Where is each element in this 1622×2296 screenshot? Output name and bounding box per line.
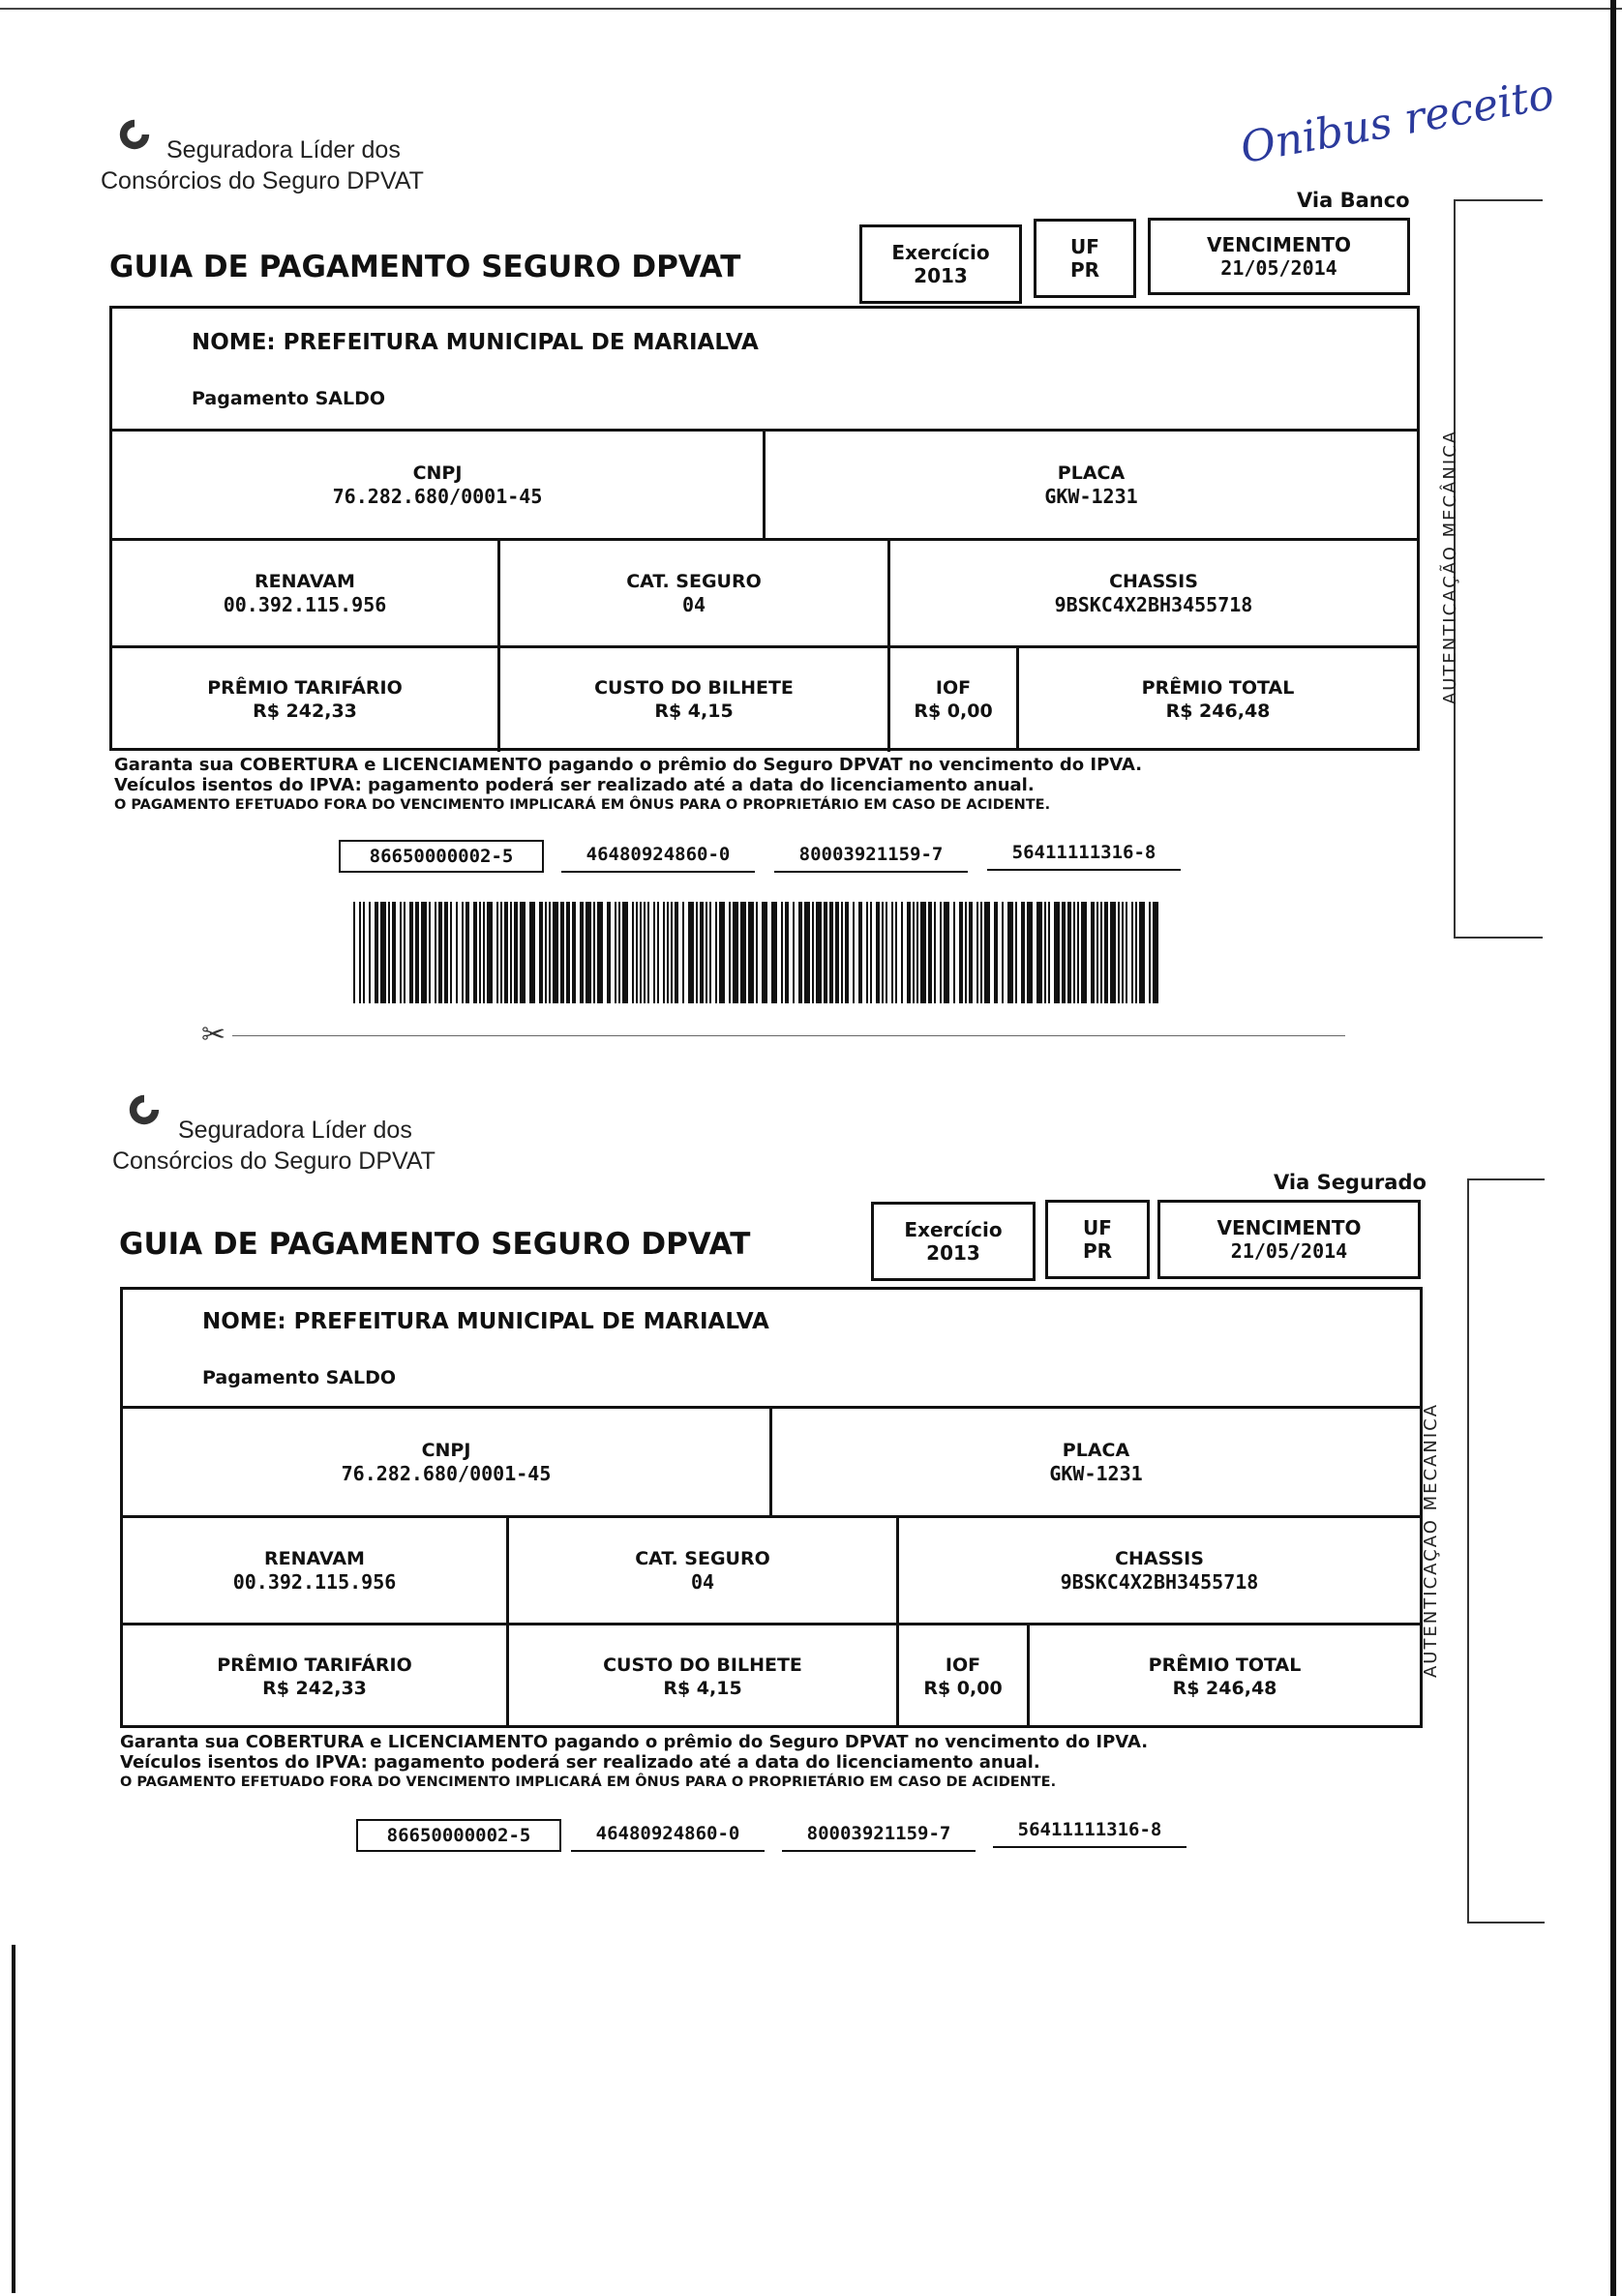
barcode-bar — [615, 902, 616, 1003]
barcode-bar — [729, 902, 731, 1003]
barcode-bar — [580, 902, 584, 1003]
notes — [114, 755, 1142, 816]
cat-seguro-cell — [509, 1518, 896, 1623]
note-exempt: Veículos isentos do IPVA: pagamento poderá ser realizado até a data do licenciamento anual. — [114, 775, 1035, 795]
renavam-label: RENAVAM — [264, 1548, 365, 1569]
barcode-digits-4: 56411111316-8 — [987, 838, 1181, 871]
placa-cell — [766, 432, 1417, 538]
issuer-subname: Consórcios do Seguro DPVAT — [101, 167, 424, 194]
custo-bilhete-value: R$ 4,15 — [663, 1678, 742, 1699]
cat-seguro-cell — [500, 541, 887, 645]
barcode-bar — [781, 902, 783, 1003]
pagamento-field: Pagamento SALDO — [202, 1367, 397, 1388]
placa-cell — [772, 1409, 1420, 1515]
custo-bilhete-label: CUSTO DO BILHETE — [603, 1655, 802, 1676]
barcode-bar — [886, 902, 887, 1003]
barcode-bar — [965, 902, 967, 1003]
barcode-bar — [438, 902, 442, 1003]
barcode-bar — [1100, 902, 1102, 1003]
barcode-bar — [1067, 902, 1071, 1003]
barcode-bar — [529, 902, 535, 1003]
barcode-bar — [483, 902, 485, 1003]
premio-tarifario-label: PRÊMIO TARIFÁRIO — [217, 1655, 412, 1676]
renavam-label: RENAVAM — [255, 571, 355, 592]
via-label: Via Banco — [1297, 189, 1410, 212]
barcode-bar — [462, 902, 464, 1003]
barcode-bar — [901, 902, 903, 1003]
barcode-bar — [771, 902, 777, 1003]
cat-seguro-label: CAT. SEGURO — [635, 1548, 770, 1569]
barcode-bar — [785, 902, 789, 1003]
vencimento-value: 21/05/2014 — [1220, 256, 1337, 280]
auth-label: AUTENTICAÇÃO MECÂNICA — [1440, 429, 1460, 705]
renavam-cell — [112, 541, 497, 645]
barcode-bar — [812, 902, 814, 1003]
barcode-bar — [762, 902, 767, 1003]
premio-tarifario-cell — [112, 648, 497, 751]
barcode-bar — [375, 902, 378, 1003]
premio-total-value: R$ 246,48 — [1165, 701, 1271, 722]
barcode-digits-4: 56411111316-8 — [993, 1815, 1186, 1848]
barcode-bar — [976, 902, 978, 1003]
placa-label: PLACA — [1062, 1440, 1130, 1461]
barcode-bar — [696, 902, 698, 1003]
issuer-subname: Consórcios do Seguro DPVAT — [112, 1148, 436, 1175]
barcode-bar — [400, 902, 402, 1003]
premio-total-value: R$ 246,48 — [1172, 1678, 1277, 1699]
barcode-bar — [514, 902, 518, 1003]
scan-edge-top — [0, 8, 1622, 10]
barcode-bar — [456, 902, 458, 1003]
chassis-value: 9BSKC4X2BH3455718 — [1054, 593, 1253, 616]
iof-label: IOF — [935, 677, 972, 699]
barcode-bar — [496, 902, 498, 1003]
barcode-bar — [622, 902, 628, 1003]
barcode-bar — [928, 902, 932, 1003]
barcode-bar — [500, 902, 502, 1003]
auth-label: AUTENTICAÇÃO MECÂNICA — [1421, 1402, 1441, 1679]
barcode-bar — [733, 902, 738, 1003]
form-title: GUIA DE PAGAMENTO SEGURO DPVAT — [109, 250, 741, 284]
barcode-bar — [866, 902, 868, 1003]
barcode-bar — [667, 902, 669, 1003]
iof-value: R$ 0,00 — [914, 701, 993, 722]
barcode-bar — [473, 902, 477, 1003]
barcode-bar — [1015, 902, 1017, 1003]
chassis-label: CHASSIS — [1115, 1548, 1204, 1569]
barcode-bar — [539, 902, 543, 1003]
cnpj-value: 76.282.680/0001-45 — [332, 485, 543, 508]
barcode-digits-3: 80003921159-7 — [774, 840, 968, 873]
barcode-bar — [835, 902, 839, 1003]
premio-total-cell — [1019, 648, 1417, 751]
handwritten-annotation: Onibus receito — [1237, 69, 1558, 174]
vencimento-box — [1157, 1200, 1421, 1279]
barcode-bar — [907, 902, 911, 1003]
notes — [120, 1732, 1148, 1793]
cut-line — [232, 1035, 1345, 1036]
barcode-bar — [566, 902, 570, 1003]
custo-bilhete-cell — [509, 1625, 896, 1728]
barcode-bar — [653, 902, 655, 1003]
barcode-bar — [706, 902, 707, 1003]
exercicio-box — [859, 224, 1022, 304]
iof-value: R$ 0,00 — [923, 1678, 1003, 1699]
issuer-name: Seguradora Líder dos — [166, 136, 401, 164]
barcode-bar — [560, 902, 564, 1003]
chassis-cell — [890, 541, 1417, 645]
barcode-bar — [895, 902, 897, 1003]
cat-seguro-value: 04 — [681, 593, 706, 616]
barcode-bar — [824, 902, 827, 1003]
cnpj-cell — [123, 1409, 769, 1515]
uf-value: PR — [1082, 1239, 1113, 1263]
barcode-bar — [1118, 902, 1120, 1003]
via-label: Via Segurado — [1274, 1171, 1427, 1194]
custo-bilhete-cell — [500, 648, 887, 751]
barcode-bar — [709, 902, 711, 1003]
barcode-bar — [553, 902, 558, 1003]
barcode-bar — [934, 902, 936, 1003]
barcode-bar — [1122, 902, 1124, 1003]
barcode-bar — [798, 902, 802, 1003]
barcode-bar — [444, 902, 448, 1003]
barcode-bar — [429, 902, 431, 1003]
barcode-bar — [359, 902, 361, 1003]
placa-label: PLACA — [1057, 462, 1126, 484]
barcode-bar — [984, 902, 990, 1003]
auth-bracket — [1467, 1178, 1545, 1923]
barcode-bar — [644, 902, 646, 1003]
barcode-bar — [1044, 902, 1046, 1003]
barcode-bar — [715, 902, 717, 1003]
barcode-bar — [363, 902, 365, 1003]
barcode-bar — [1131, 902, 1133, 1003]
pagamento-field: Pagamento SALDO — [192, 388, 386, 409]
custo-bilhete-value: R$ 4,15 — [654, 701, 734, 722]
auth-bracket — [1454, 199, 1543, 939]
barcode-bar — [369, 902, 371, 1003]
barcode-bar — [841, 902, 843, 1003]
nome-field: NOME: PREFEITURA MUNICIPAL DE MARIALVA — [202, 1309, 769, 1334]
cnpj-label: CNPJ — [412, 462, 463, 484]
policy-form — [109, 306, 1420, 751]
barcode-bar — [953, 902, 955, 1003]
exercicio-box — [871, 1202, 1036, 1281]
barcode-bar — [671, 902, 673, 1003]
barcode-bar — [597, 902, 603, 1003]
barcode-bar — [421, 902, 427, 1003]
barcode-bar — [994, 902, 998, 1003]
barcode-bar — [450, 902, 452, 1003]
barcode-bar — [858, 902, 862, 1003]
note-warning: O PAGAMENTO EFETUADO FORA DO VENCIMENTO IMPLICARÁ EM ÔNUS PARA O PROPRIETÁRIO EM CASO DE ACIDENTE. — [120, 1774, 1057, 1790]
barcode-bar — [969, 902, 973, 1003]
note-coverage: Garanta sua COBERTURA e LICENCIAMENTO pagando o prêmio do Seguro DPVAT no vencimento do IPVA. — [120, 1732, 1149, 1752]
chassis-label: CHASSIS — [1109, 571, 1198, 592]
chassis-cell — [899, 1518, 1420, 1623]
barcode-bar — [466, 902, 469, 1003]
vencimento-label: VENCIMENTO — [1207, 233, 1351, 256]
custo-bilhete-label: CUSTO DO BILHETE — [594, 677, 794, 699]
barcode-bar — [504, 902, 508, 1003]
barcode-bar — [1139, 902, 1145, 1003]
barcode-bar — [876, 902, 880, 1003]
barcode-bar — [636, 902, 638, 1003]
premio-tarifario-value: R$ 242,33 — [262, 1678, 367, 1699]
placa-value: GKW-1231 — [1049, 1462, 1143, 1485]
barcode-bar — [675, 902, 678, 1003]
barcode-bar — [913, 902, 915, 1003]
barcode-bar — [435, 902, 436, 1003]
barcode-bar — [829, 902, 833, 1003]
scan-edge-left — [12, 1945, 15, 2293]
barcode-bar — [415, 902, 419, 1003]
barcode-bar — [740, 902, 746, 1003]
barcode-bar — [700, 902, 704, 1003]
cat-seguro-label: CAT. SEGURO — [626, 571, 762, 592]
barcode-bar — [479, 902, 481, 1003]
barcode-bar — [1091, 902, 1095, 1003]
barcode-bar — [748, 902, 754, 1003]
barcode-digits-1: 86650000002-5 — [339, 840, 544, 873]
premio-total-label: PRÊMIO TOTAL — [1141, 677, 1295, 699]
barcode-bar — [688, 902, 694, 1003]
barcode-bar — [959, 902, 963, 1003]
form-title: GUIA DE PAGAMENTO SEGURO DPVAT — [119, 1227, 751, 1262]
barcode-digits-3: 80003921159-7 — [782, 1819, 976, 1852]
policy-form — [120, 1287, 1423, 1728]
barcode-bar — [1021, 902, 1025, 1003]
barcode-bar — [1054, 902, 1060, 1003]
barcode-bar — [632, 902, 634, 1003]
barcode-digits-2: 46480924860-0 — [571, 1819, 765, 1852]
scan-edge-right — [1610, 0, 1616, 2296]
barcode-bar — [1036, 902, 1042, 1003]
premio-total-cell — [1030, 1625, 1420, 1728]
chassis-value: 9BSKC4X2BH3455718 — [1060, 1570, 1259, 1594]
barcode-bar — [1077, 902, 1079, 1003]
barcode-bar — [353, 902, 355, 1003]
exercicio-label: Exercício — [904, 1218, 1003, 1241]
barcode-bar — [545, 902, 547, 1003]
barcode-bar — [882, 902, 884, 1003]
barcode-bar — [657, 902, 659, 1003]
cat-seguro-value: 04 — [690, 1570, 715, 1594]
barcode-bar — [1002, 902, 1004, 1003]
barcode-bar — [853, 902, 855, 1003]
iof-cell — [890, 648, 1016, 751]
barcode-bar — [845, 902, 849, 1003]
barcode-bar — [1073, 902, 1075, 1003]
barcode-bar — [586, 902, 591, 1003]
barcode-bar — [1096, 902, 1098, 1003]
cnpj-label: CNPJ — [421, 1440, 471, 1461]
barcode-bar — [940, 902, 942, 1003]
barcode-bar — [647, 902, 649, 1003]
barcode-digits-2: 46480924860-0 — [561, 840, 755, 873]
premio-tarifario-label: PRÊMIO TARIFÁRIO — [207, 677, 403, 699]
barcode-bar — [392, 902, 396, 1003]
barcode-bar — [1110, 902, 1116, 1003]
cnpj-cell — [112, 432, 763, 538]
barcode-bar — [618, 902, 620, 1003]
issuer-name: Seguradora Líder dos — [178, 1117, 412, 1144]
uf-label: UF — [1070, 235, 1099, 258]
barcode-bar — [980, 902, 982, 1003]
placa-value: GKW-1231 — [1044, 485, 1138, 508]
iof-label: IOF — [945, 1655, 981, 1676]
renavam-value: 00.392.115.956 — [223, 593, 387, 616]
note-exempt: Veículos isentos do IPVA: pagamento poderá ser realizado até a data do licenciamento anual. — [120, 1752, 1040, 1773]
payment-barcode — [353, 902, 1166, 1003]
barcode-bar — [510, 902, 512, 1003]
cnpj-value: 76.282.680/0001-45 — [341, 1462, 552, 1485]
barcode-bar — [719, 902, 725, 1003]
barcode-bar — [1149, 902, 1151, 1003]
uf-label: UF — [1083, 1216, 1112, 1239]
barcode-bar — [816, 902, 822, 1003]
barcode-bar — [1062, 902, 1066, 1003]
premio-total-label: PRÊMIO TOTAL — [1148, 1655, 1302, 1676]
barcode-bar — [388, 902, 390, 1003]
barcode-bar — [663, 902, 665, 1003]
uf-box — [1045, 1200, 1150, 1279]
barcode-bar — [682, 902, 684, 1003]
exercicio-value: 2013 — [914, 264, 968, 287]
vencimento-value: 21/05/2014 — [1230, 1239, 1348, 1263]
barcode-bar — [593, 902, 595, 1003]
vencimento-label: VENCIMENTO — [1216, 1216, 1362, 1239]
note-warning: O PAGAMENTO EFETUADO FORA DO VENCIMENTO IMPLICARÁ EM ÔNUS PARA O PROPRIETÁRIO EM CASO DE ACIDENTE. — [114, 797, 1051, 813]
barcode-bar — [1081, 902, 1087, 1003]
barcode-bar — [1048, 902, 1050, 1003]
barcode-bar — [409, 902, 413, 1003]
barcode-bar — [891, 902, 893, 1003]
premio-tarifario-cell — [123, 1625, 506, 1728]
barcode-bar — [1027, 902, 1033, 1003]
renavam-value: 00.392.115.956 — [232, 1570, 397, 1594]
barcode-bar — [916, 902, 918, 1003]
note-coverage: Garanta sua COBERTURA e LICENCIAMENTO pagando o prêmio do Seguro DPVAT no vencimento do IPVA. — [114, 755, 1143, 775]
barcode-digits-1: 86650000002-5 — [356, 1819, 561, 1852]
barcode-bar — [549, 902, 551, 1003]
barcode-bar — [487, 902, 493, 1003]
barcode-bar — [804, 902, 810, 1003]
barcode-bar — [1007, 902, 1013, 1003]
barcode-bar — [1104, 902, 1108, 1003]
exercicio-label: Exercício — [891, 241, 990, 264]
barcode-bar — [404, 902, 406, 1003]
barcode-bar — [520, 902, 526, 1003]
barcode-bar — [870, 902, 872, 1003]
barcode-bar — [793, 902, 795, 1003]
premio-tarifario-value: R$ 242,33 — [253, 701, 357, 722]
barcode-bar — [1135, 902, 1137, 1003]
scissors-icon: ✂ — [201, 1018, 226, 1052]
nome-field: NOME: PREFEITURA MUNICIPAL DE MARIALVA — [192, 330, 759, 355]
exercicio-value: 2013 — [926, 1241, 980, 1265]
barcode-bar — [944, 902, 949, 1003]
barcode-bar — [1126, 902, 1127, 1003]
renavam-cell — [123, 1518, 506, 1623]
barcode-bar — [607, 902, 611, 1003]
vencimento-box — [1148, 218, 1410, 295]
uf-box — [1034, 219, 1136, 298]
iof-cell — [899, 1625, 1027, 1728]
seguradora-logo-icon — [116, 116, 153, 153]
barcode-bar — [640, 902, 642, 1003]
uf-value: PR — [1069, 258, 1100, 282]
barcode-bar — [380, 902, 386, 1003]
barcode-bar — [756, 902, 758, 1003]
barcode-bar — [920, 902, 926, 1003]
barcode-bar — [572, 902, 576, 1003]
seguradora-logo-icon — [126, 1091, 163, 1128]
barcode-bar — [1153, 902, 1158, 1003]
